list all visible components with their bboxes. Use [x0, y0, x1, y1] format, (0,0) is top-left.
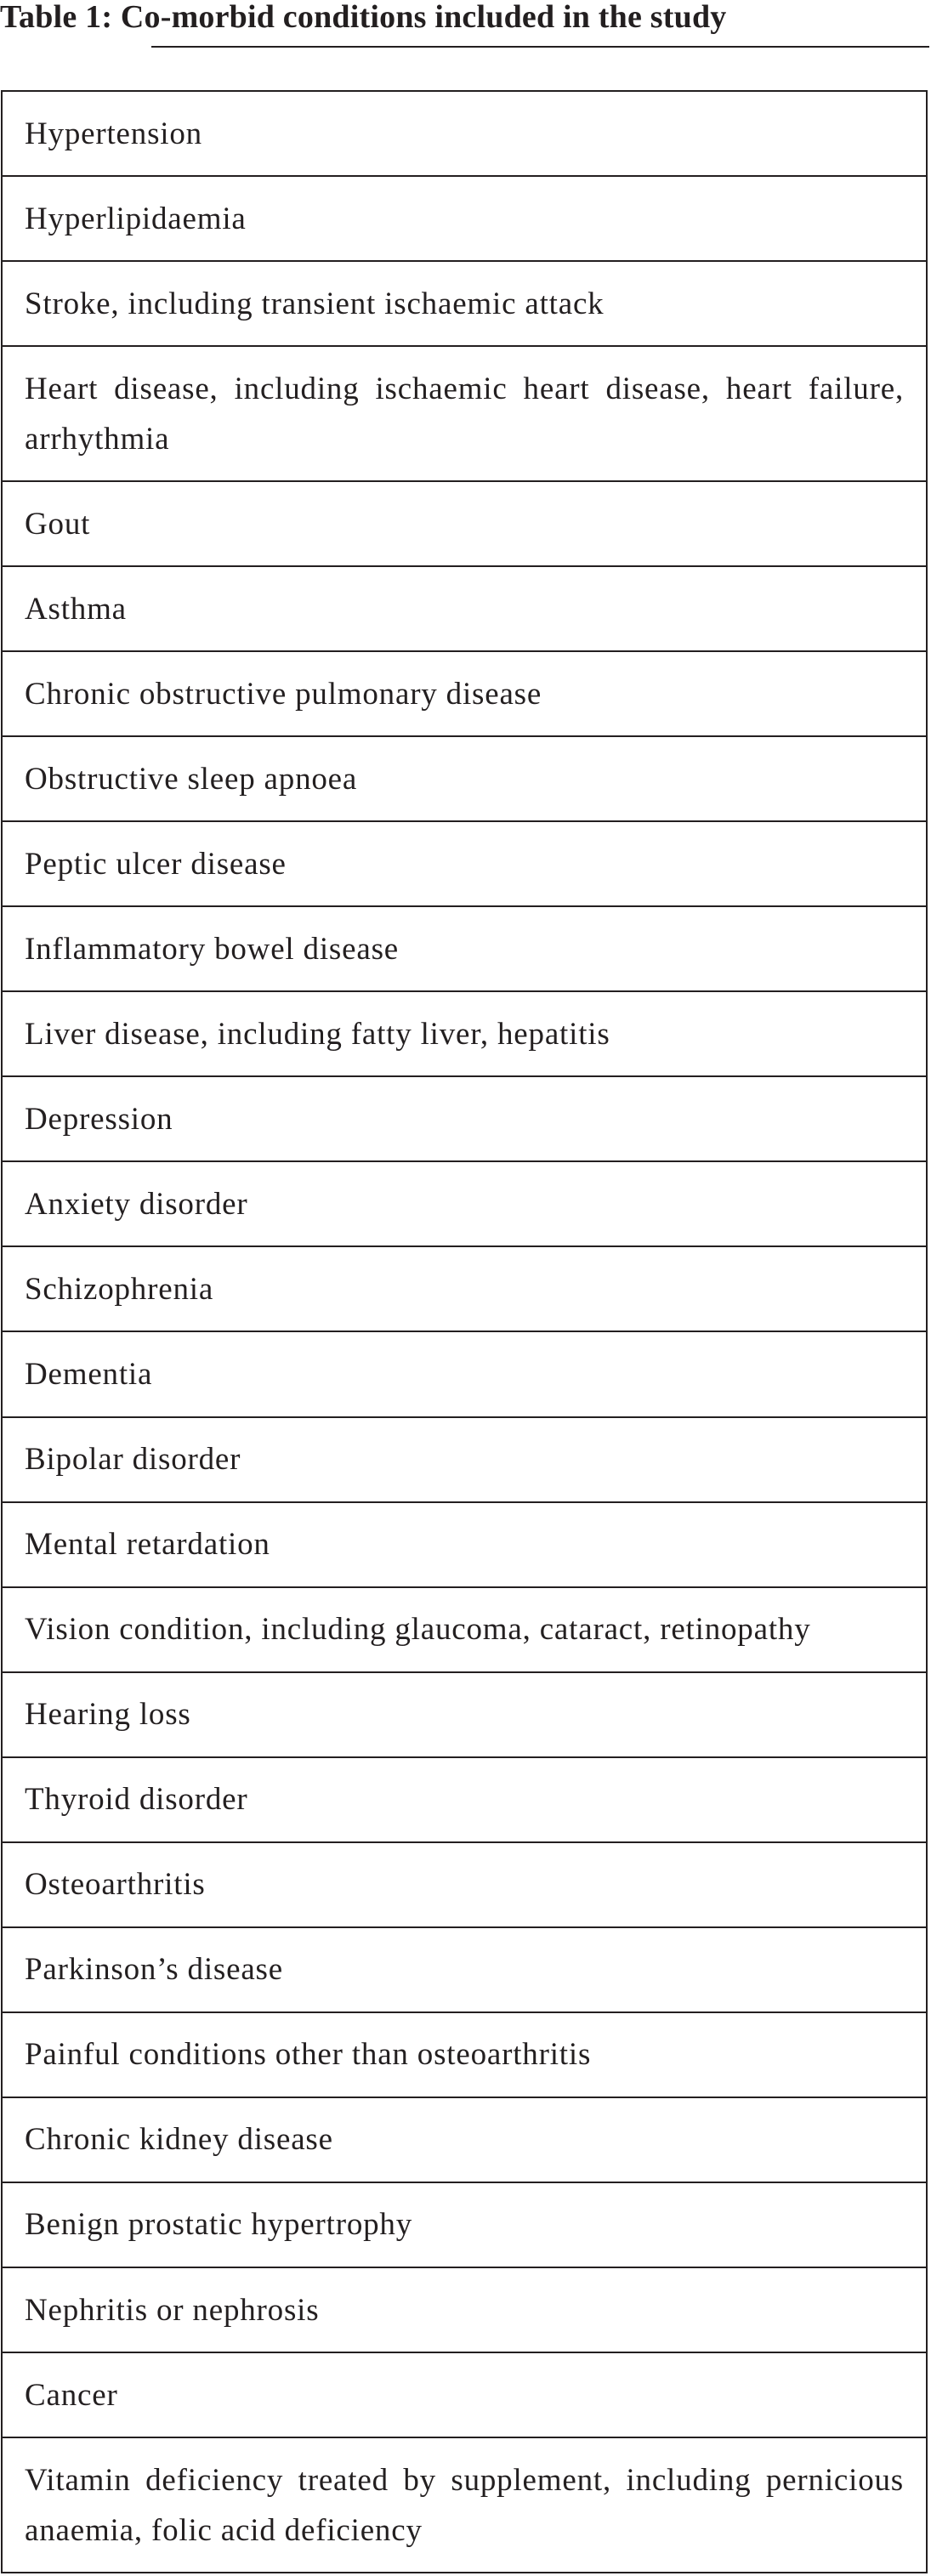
condition-cell: Depression	[25, 1101, 173, 1137]
condition-cell: Parkinson’s disease	[25, 1952, 283, 1988]
condition-cell: Nephritis or nephrosis	[25, 2292, 320, 2328]
table-row	[3, 737, 926, 822]
condition-cell: Mental retardation	[25, 1527, 270, 1563]
condition-cell: Liver disease, including fatty liver, hepatitis	[25, 1016, 610, 1052]
table-row	[3, 822, 926, 907]
condition-cell: Bipolar disorder	[25, 1442, 241, 1478]
condition-cell: Heart disease, including ischaemic heart disease, heart failure, arrhythmia	[25, 371, 904, 457]
table-row	[3, 482, 926, 567]
table-row	[3, 2013, 926, 2098]
condition-cell: Thyroid disorder	[25, 1782, 248, 1818]
table-row	[3, 1758, 926, 1843]
table-caption-text: Table 1: Co-morbid conditions included in the study	[0, 0, 727, 35]
table-row	[3, 2353, 926, 2438]
table-row	[3, 652, 926, 737]
condition-cell: Chronic obstructive pulmonary disease	[25, 676, 542, 712]
condition-cell: Dementia	[25, 1357, 153, 1392]
condition-cell: Cancer	[25, 2377, 118, 2413]
condition-cell: Stroke, including transient ischaemic attack	[25, 286, 605, 321]
condition-cell: Anxiety disorder	[25, 1186, 248, 1222]
condition-cell: Hearing loss	[25, 1697, 191, 1733]
condition-cell: Peptic ulcer disease	[25, 846, 287, 882]
table-row	[3, 1673, 926, 1758]
condition-cell: Hypertension	[25, 116, 202, 151]
table-row	[3, 1332, 926, 1417]
caption-underline	[151, 46, 929, 48]
conditions-table	[1, 90, 928, 2573]
condition-cell: Gout	[25, 506, 91, 542]
condition-cell: Inflammatory bowel disease	[25, 931, 399, 967]
table-row	[3, 1843, 926, 1928]
table-caption	[0, 0, 931, 51]
table-row	[3, 2438, 926, 2572]
condition-cell: Schizophrenia	[25, 1271, 214, 1307]
table-row	[3, 1247, 926, 1332]
table-row	[3, 177, 926, 262]
condition-cell: Vitamin deficiency treated by supplement, including pernicious anaemia, folic acid deficiency	[25, 2462, 904, 2548]
condition-cell: Chronic kidney disease	[25, 2122, 333, 2158]
table-row	[3, 2098, 926, 2183]
table-row	[3, 347, 926, 482]
table-row	[3, 2268, 926, 2353]
table-row	[3, 1162, 926, 1247]
table-row	[3, 262, 926, 347]
condition-cell: Painful conditions other than osteoarthritis	[25, 2037, 592, 2073]
condition-cell: Obstructive sleep apnoea	[25, 761, 358, 797]
condition-cell: Vision condition, including glaucoma, cataract, retinopathy	[25, 1612, 811, 1648]
table-row	[3, 1928, 926, 2013]
table-row	[3, 992, 926, 1077]
condition-cell: Osteoarthritis	[25, 1867, 206, 1903]
table-row	[3, 92, 926, 177]
table-row	[3, 1588, 926, 1673]
table-row	[3, 567, 926, 652]
table-row	[3, 1418, 926, 1503]
table-row	[3, 2183, 926, 2268]
table-row	[3, 1503, 926, 1588]
condition-cell: Asthma	[25, 591, 127, 627]
table-row	[3, 1077, 926, 1162]
table-row	[3, 907, 926, 992]
conditions-table-body	[3, 92, 926, 2572]
condition-cell: Benign prostatic hypertrophy	[25, 2207, 413, 2243]
condition-cell: Hyperlipidaemia	[25, 201, 247, 236]
